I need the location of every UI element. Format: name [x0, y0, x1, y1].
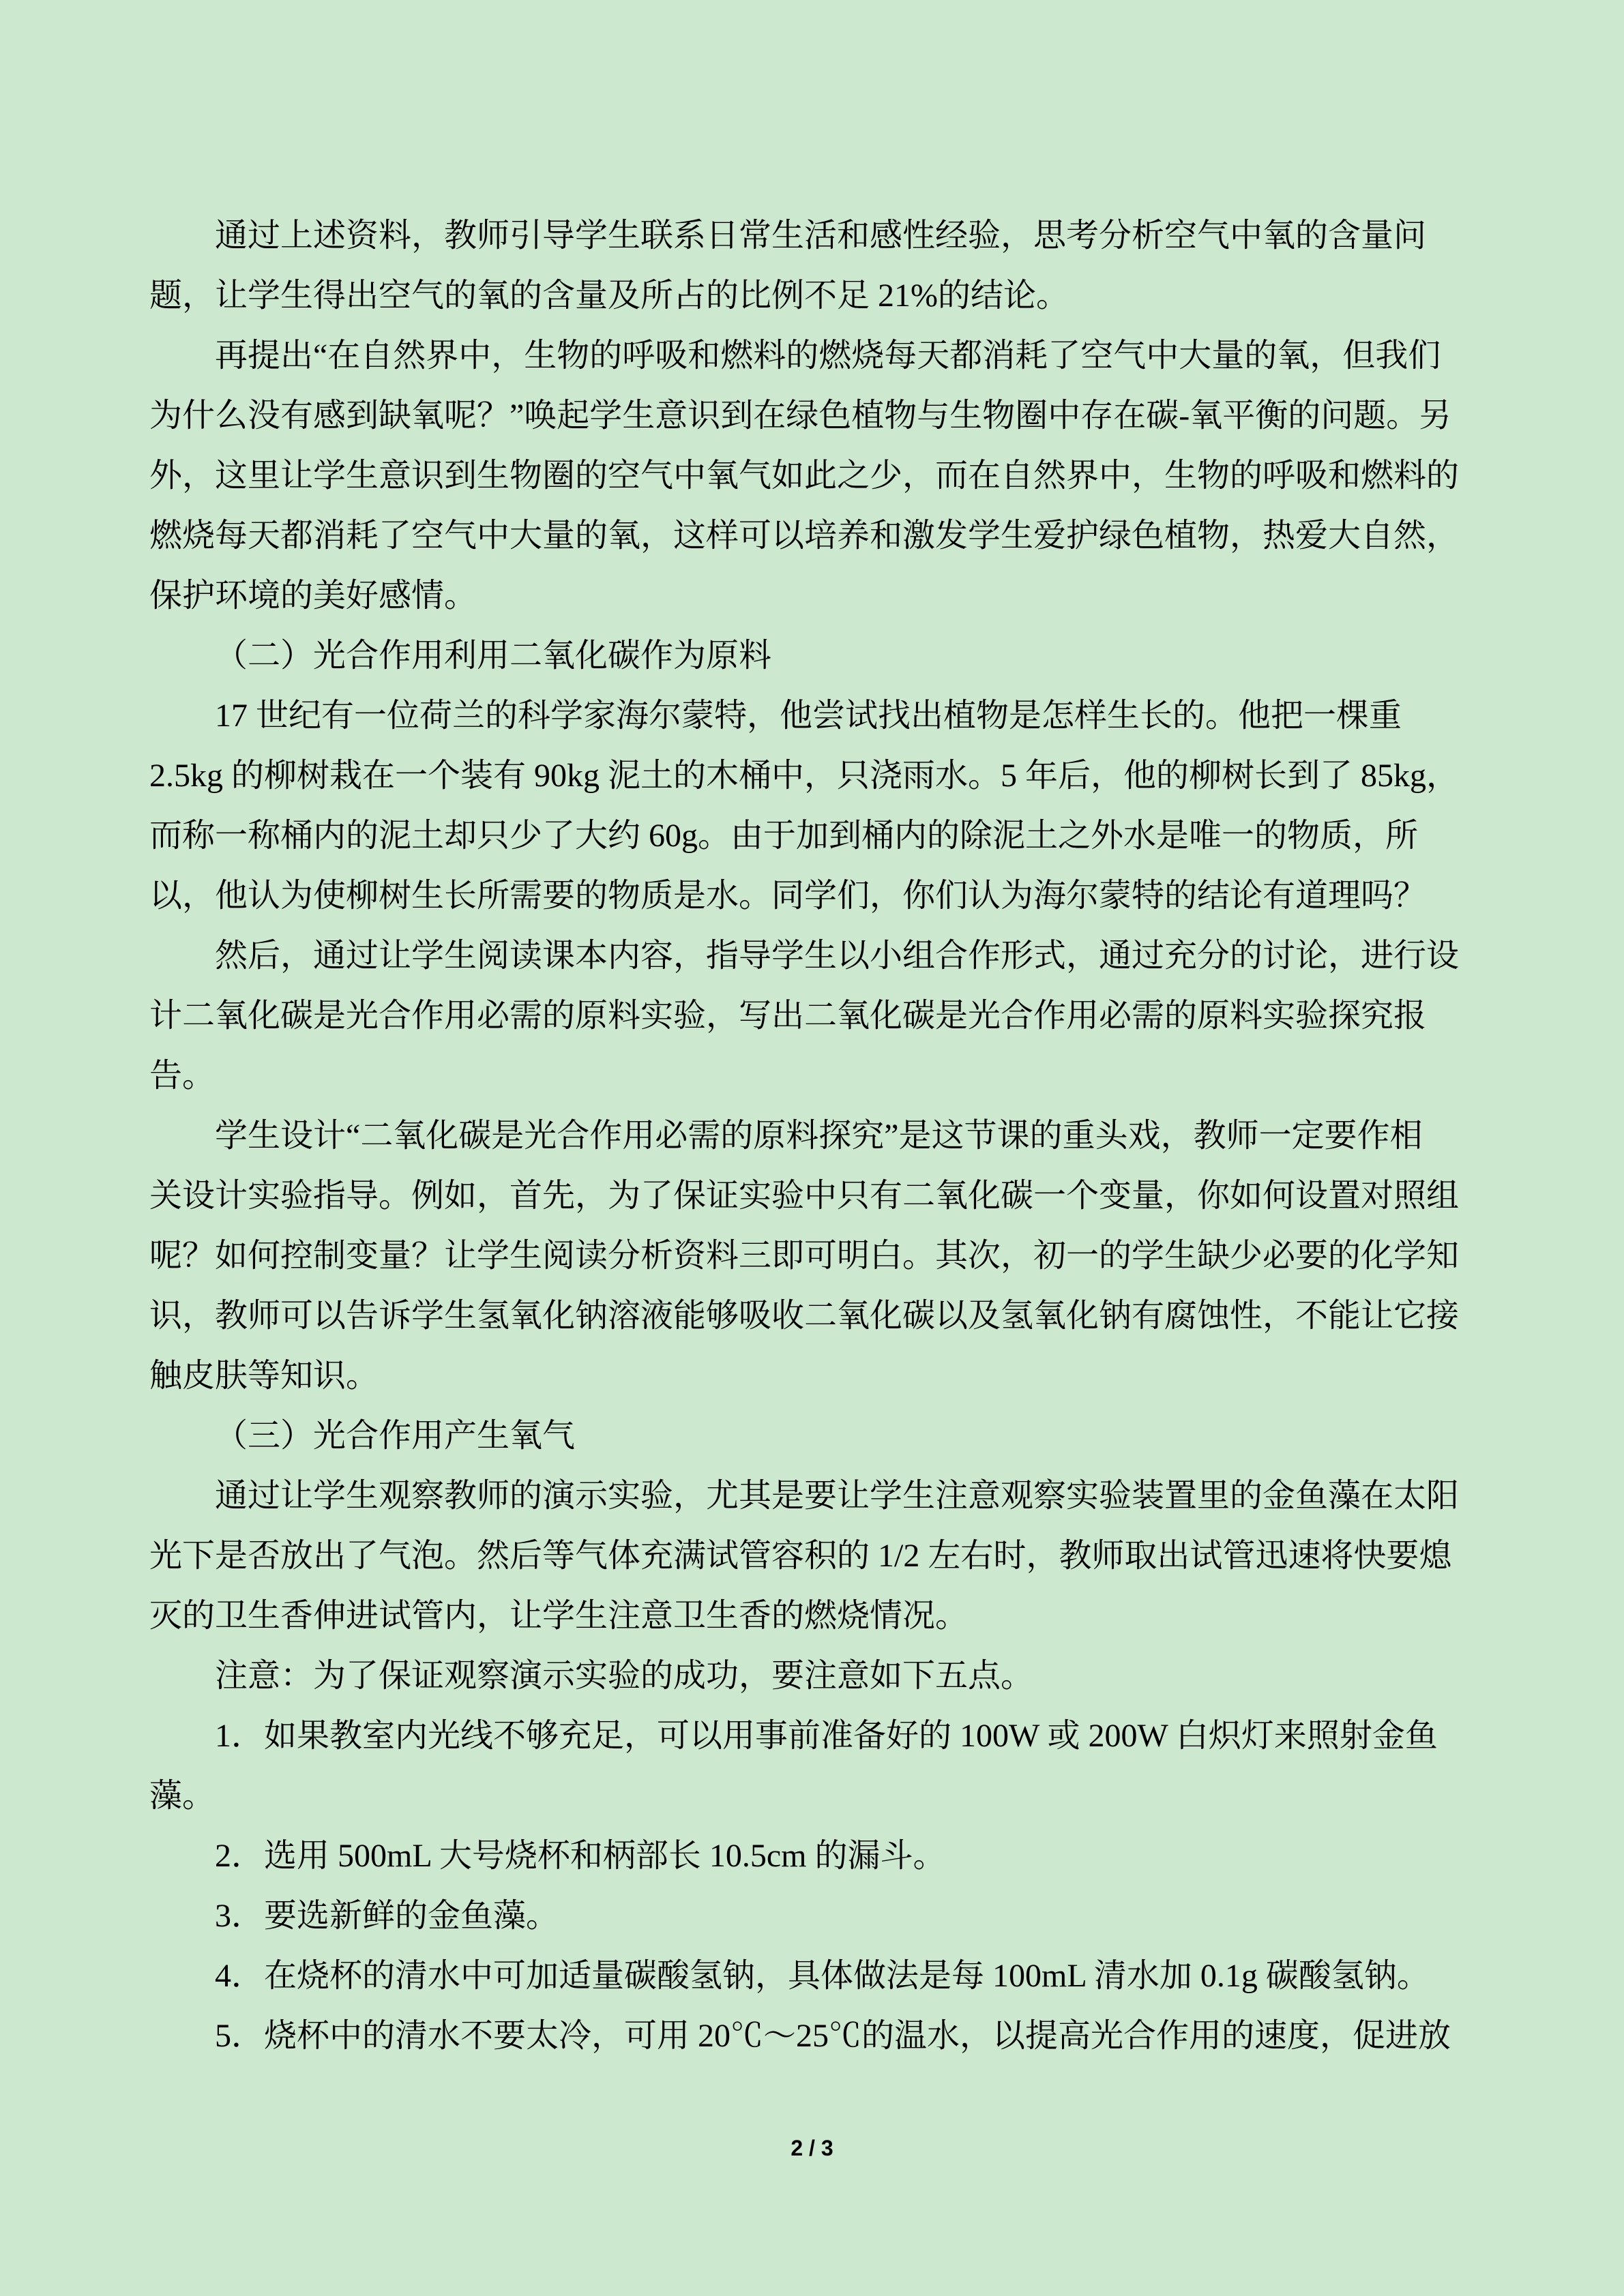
text-line: 灭的卫生香伸进试管内，让学生注意卫生香的燃烧情况。: [149, 1598, 969, 1634]
text-line: 光下是否放出了气泡。然后等气体充满试管容积的 1/2 左右时，教师取出试管迅速将快要熄: [149, 1538, 1452, 1574]
text-line: 2.5kg 的柳树栽在一个装有 90kg 泥土的木桶中，只浇雨水。5 年后，他的柳树长到了 85kg，: [149, 758, 1460, 794]
paragraph: [149, 926, 1486, 1106]
text-line: 通过让学生观察教师的演示实验，尤其是要让学生注意观察实验装置里的金鱼藻在太阳: [215, 1478, 1460, 1514]
list-item: [149, 1886, 1486, 1946]
text-line: 告。: [149, 1058, 216, 1094]
text-line: 1．如果教室内光线不够充足，可以用事前准备好的 100W 或 200W 白炽灯来照射金鱼: [215, 1718, 1438, 1754]
text-line: 触皮肤等知识。: [149, 1358, 379, 1394]
text-line: 再提出“在自然界中，生物的呼吸和燃料的燃烧每天都消耗了空气中大量的氧，但我们: [215, 338, 1441, 374]
page-number: 2 / 3: [791, 2136, 833, 2160]
text-line: 5．烧杯中的清水不要太冷，可用 20℃～25℃的温水，以提高光合作用的速度，促进放: [215, 2018, 1451, 2054]
section-oxygen: [149, 1406, 1486, 2066]
text-line: 为什么没有感到缺氧呢？”唤起学生意识到在绿色植物与生物圈中存在碳-氧平衡的问题。另: [149, 398, 1452, 434]
text-line: 然后，通过让学生阅读课本内容，指导学生以小组合作形式，通过充分的讨论，进行设: [215, 938, 1460, 974]
paragraph: [149, 1106, 1486, 1406]
text-line: 2．选用 500mL 大号烧杯和柄部长 10.5cm 的漏斗。: [215, 1838, 946, 1874]
text-line: 17 世纪有一位荷兰的科学家海尔蒙特，他尝试找出植物是怎样生长的。他把一棵重: [215, 698, 1402, 734]
notes-list: [149, 1706, 1486, 2066]
text-line: 注意：为了保证观察演示实验的成功，要注意如下五点。: [215, 1658, 1034, 1694]
text-line: 题，让学生得出空气的氧的含量及所占的比例不足 21%的结论。: [149, 278, 1069, 314]
paragraph: [149, 686, 1486, 926]
document-body: [149, 206, 1486, 2066]
paragraph: [149, 1646, 1486, 1706]
list-item: [149, 1826, 1486, 1886]
text-line: 学生设计“二氧化碳是光合作用必需的原料探究”是这节课的重头戏，教师一定要作相: [215, 1118, 1423, 1154]
text-line: 保护环境的美好感情。: [149, 578, 477, 614]
list-item: [149, 2006, 1486, 2066]
text-line: 藻。: [149, 1778, 216, 1814]
text-line: 以，他认为使柳树生长所需要的物质是水。同学们，你们认为海尔蒙特的结论有道理吗？: [149, 878, 1427, 914]
text-line: 关设计实验指导。例如，首先，为了保证实验中只有二氧化碳一个变量，你如何设置对照组: [149, 1178, 1460, 1214]
section-co2: [149, 626, 1486, 1406]
paragraph: [149, 1466, 1486, 1646]
text-line: 通过上述资料，教师引导学生联系日常生活和感性经验，思考分析空气中氧的含量问: [215, 218, 1427, 254]
text-line: 识，教师可以告诉学生氢氧化钠溶液能够吸收二氧化碳以及氢氧化钠有腐蚀性，不能让它接: [149, 1298, 1460, 1334]
text-line: 呢？如何控制变量？让学生阅读分析资料三即可明白。其次，初一的学生缺少必要的化学知: [149, 1238, 1460, 1274]
list-item: [149, 1706, 1486, 1826]
text-line: 而称一称桶内的泥土却只少了大约 60g。由于加到桶内的除泥土之外水是唯一的物质，所: [149, 818, 1419, 854]
paragraph: [149, 326, 1486, 626]
text-line: 外，这里让学生意识到生物圈的空气中氧气如此之少，而在自然界中，生物的呼吸和燃料的: [149, 458, 1460, 494]
text-line: 4．在烧杯的清水中可加适量碳酸氢钠，具体做法是每 100mL 清水加 0.1g 碳酸氢钠。: [215, 1958, 1430, 1994]
section-heading: （三）光合作用产生氧气: [215, 1418, 576, 1454]
text-line: 3．要选新鲜的金鱼藻。: [215, 1898, 559, 1934]
paragraph: [149, 206, 1486, 326]
text-line: 计二氧化碳是光合作用必需的原料实验，写出二氧化碳是光合作用必需的原料实验探究报: [149, 998, 1427, 1034]
section-heading: （二）光合作用利用二氧化碳作为原料: [215, 638, 772, 674]
list-item: [149, 1946, 1486, 2006]
text-line: 燃烧每天都消耗了空气中大量的氧，这样可以培养和激发学生爱护绿色植物，热爱大自然，: [149, 518, 1460, 554]
